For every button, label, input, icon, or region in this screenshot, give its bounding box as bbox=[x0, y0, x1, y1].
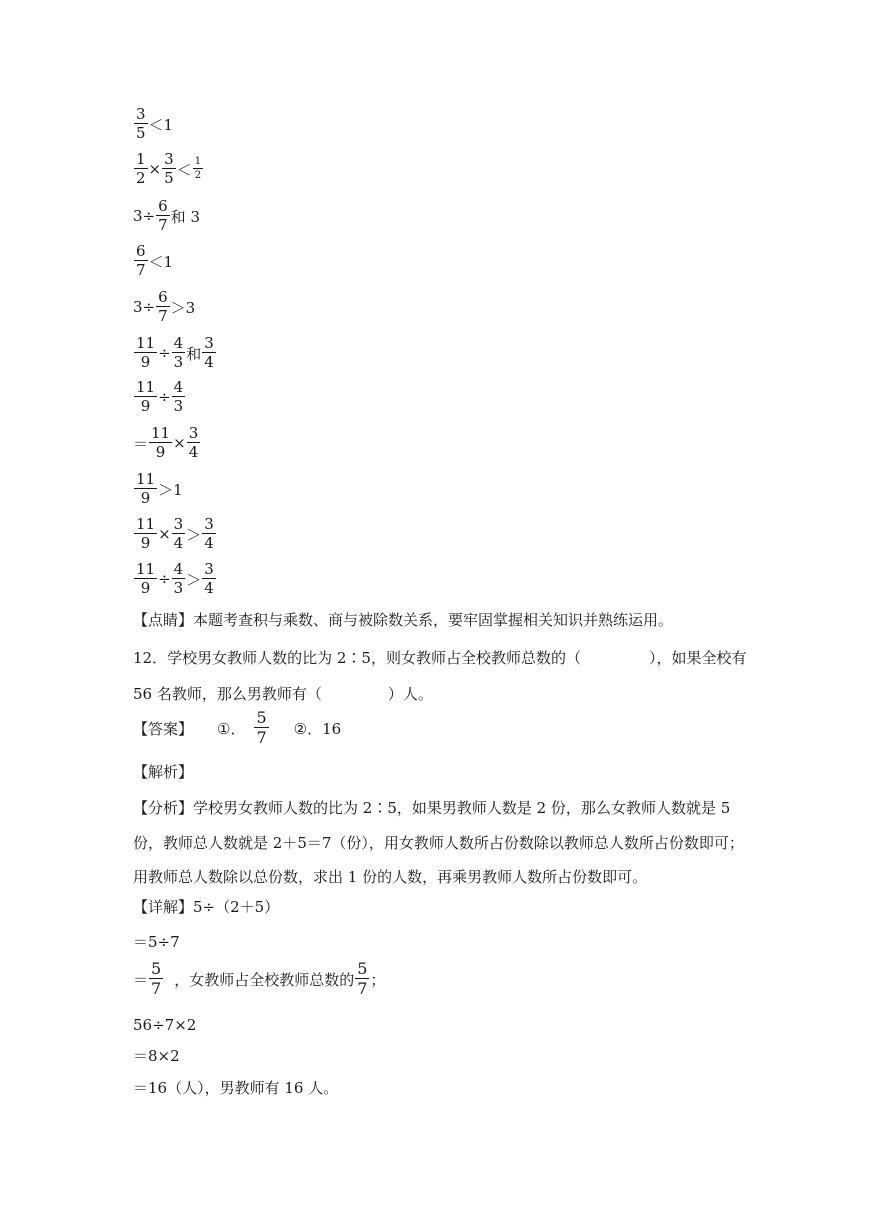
math-line-3: 3÷ $\frac{6}{7}$ 和 3 bbox=[133, 197, 200, 234]
jiexi-heading: 【解析】 bbox=[133, 763, 194, 781]
fraction: $\frac{11}{9}$ bbox=[151, 424, 171, 461]
fraction: $\frac{11}{9}$ bbox=[136, 334, 156, 371]
fraction: $\frac{3}{4}$ bbox=[204, 560, 214, 597]
fraction: $\frac{1}{2}$ bbox=[194, 156, 202, 181]
math-line-1: $\frac{3}{5}$ ＜1 bbox=[136, 105, 174, 142]
fenxi-line-3: 用教师总人数除以总份数，求出 1 份的人数，再乘男教师人数所占份数即可。 bbox=[133, 868, 648, 886]
math-line-8: ＝ $\frac{11}{9}$ × $\frac{3}{4}$ bbox=[133, 424, 199, 461]
fraction: $\frac{11}{9}$ bbox=[136, 560, 156, 597]
math-line-9: $\frac{11}{9}$ ＞1 bbox=[136, 470, 183, 507]
xiangjie-line-5: ＝8×2 bbox=[133, 1047, 180, 1065]
xiangjie-line-2: ＝5÷7 bbox=[133, 933, 180, 951]
fraction: $\frac{6}{7}$ bbox=[136, 242, 146, 279]
fraction: $\frac{5}{7}$ bbox=[256, 708, 267, 747]
math-line-10: $\frac{11}{9}$ × $\frac{3}{4}$ ＞ $\frac{3}{4}$ bbox=[136, 515, 214, 552]
question-12-line-1: 12．学校男女教师人数的比为 2∶5，则女教师占全校教师总数的（ ），如果全校有 bbox=[133, 649, 747, 667]
xiangjie-line-3: ＝ $\frac{5}{7}$ ，女教师占全校教师总数的 $\frac{5}{7}$ ； bbox=[133, 959, 386, 998]
math-line-6: $\frac{11}{9}$ ÷ $\frac{4}{3}$ 和 $\frac{3}{4}$ bbox=[136, 334, 214, 371]
math-line-7: $\frac{11}{9}$ ÷ $\frac{4}{3}$ bbox=[136, 378, 184, 415]
fraction: $\frac{3}{4}$ bbox=[204, 515, 214, 552]
math-line-2: $\frac{1}{2}$ × $\frac{3}{5}$ ＜ $\frac{1}{2}$ bbox=[136, 150, 202, 187]
fraction: $\frac{11}{9}$ bbox=[136, 470, 156, 507]
fraction: $\frac{5}{7}$ bbox=[357, 959, 368, 998]
fraction: $\frac{5}{7}$ bbox=[151, 959, 162, 998]
fraction: $\frac{11}{9}$ bbox=[136, 378, 156, 415]
math-line-5: 3÷ $\frac{6}{7}$ ＞3 bbox=[133, 288, 196, 325]
fraction: $\frac{4}{3}$ bbox=[173, 334, 184, 371]
fraction: $\frac{11}{9}$ bbox=[136, 515, 156, 552]
fraction: $\frac{6}{7}$ bbox=[158, 197, 168, 234]
xiangjie-line-6: ＝16（人），男教师有 16 人。 bbox=[133, 1079, 339, 1097]
fraction: $\frac{4}{3}$ bbox=[173, 378, 184, 415]
fraction: $\frac{6}{7}$ bbox=[158, 288, 168, 325]
fraction: $\frac{3}{4}$ bbox=[188, 424, 199, 461]
fraction: $\frac{1}{2}$ bbox=[136, 150, 146, 187]
dianjing-paragraph: 【点睛】本题考查积与乘数、商与被除数关系，要牢固掌握相关知识并熟练运用。 bbox=[133, 611, 674, 629]
answer-line: 【答案】 ①． $\frac{5}{7}$ ②．16 bbox=[133, 708, 342, 747]
question-12-line-2: 56 名教师，那么男教师有（ ）人。 bbox=[133, 685, 433, 703]
fraction: $\frac{3}{4}$ bbox=[204, 334, 214, 371]
xiangjie-line-4: 56÷7×2 bbox=[133, 1016, 197, 1034]
fenxi-line-2: 份，教师总人数就是 2＋5＝7（份），用女教师人数所占份数除以教师总人数所占份数即可； bbox=[133, 834, 744, 852]
math-line-4: $\frac{6}{7}$ ＜1 bbox=[136, 242, 174, 279]
math-line-11: $\frac{11}{9}$ ÷ $\frac{4}{3}$ ＞ $\frac{3}{4}$ bbox=[136, 560, 214, 597]
fenxi-line-1: 【分析】学校男女教师人数的比为 2∶5，如果男教师人数是 2 份，那么女教师人数就是 5 bbox=[133, 799, 731, 817]
fraction: $\frac{3}{5}$ bbox=[164, 150, 174, 187]
fraction: $\frac{4}{3}$ bbox=[173, 560, 184, 597]
xiangjie-line-1: 【详解】5÷（2＋5） bbox=[133, 898, 280, 916]
fraction: $\frac{3}{4}$ bbox=[173, 515, 184, 552]
fraction: $\frac{3}{5}$ bbox=[136, 105, 146, 142]
